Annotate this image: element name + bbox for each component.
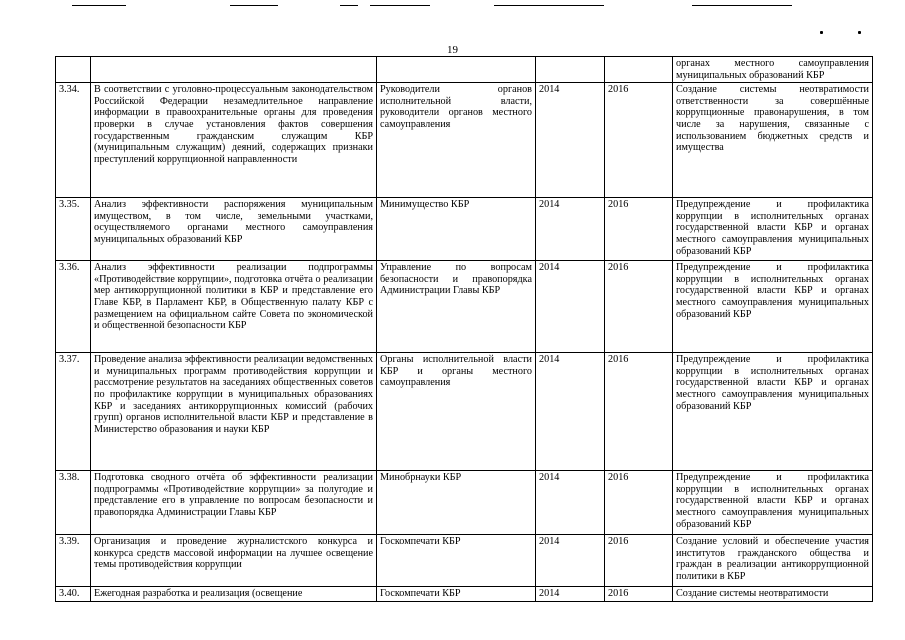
cell-num: 3.39. [56,535,91,587]
cell-start: 2014 [536,83,605,198]
scan-speck [820,31,823,34]
cell-action: Анализ эффективности реализации подпрограммы «Противодействие коррупции», подготовка отчёта о реализации мер антикоррупционной политики в КБР и представление его Главе КБР, в Парламент КБР, в Общественную палату КБР с размещением на официальном сайте Совета по экономической и общественной безопасности КБР [91,261,377,353]
header-rule-1 [72,5,126,6]
cell-result: Предупреждение и профилактика коррупции в исполнительных органах государственной власти КБР и органах местного самоуправления муниципальных образований КБР [673,261,873,353]
cell-result: Предупреждение и профилактика коррупции в исполнительных органах государственной власти КБР и органах местного самоуправления муниципальных образований КБР [673,198,873,261]
cell-end: 2016 [605,471,673,535]
cell-start: 2014 [536,471,605,535]
header-rule-4 [370,5,430,6]
cell-action: Подготовка сводного отчёта об эффективности реализации подпрограммы «Противодействие коррупции» за полугодие и представление его в управление по вопросам безопасности и правопорядка Администрации Главы КБР [91,471,377,535]
measures-table [55,56,873,602]
cell-result: Создание условий и обеспечение участия институтов гражданского общества и граждан в реализации антикоррупционной политики в КБР [673,535,873,587]
cell-executor: Органы исполнительной власти КБР и органы местного самоуправления [377,353,536,471]
table-row [56,261,873,353]
cell-action [91,57,377,83]
cell-result: Создание системы неотвратимости [673,587,873,602]
cell-end: 2016 [605,261,673,353]
cell-start: 2014 [536,261,605,353]
cell-end: 2016 [605,83,673,198]
cell-executor: Госкомпечати КБР [377,535,536,587]
cell-end: 2016 [605,535,673,587]
cell-num: 3.35. [56,198,91,261]
cell-start [536,57,605,83]
table-row [56,198,873,261]
header-rule-5 [494,5,604,6]
cell-result: Предупреждение и профилактика коррупции в исполнительных органах государственной власти КБР и органах местного самоуправления муниципальных образований КБР [673,471,873,535]
table-row [56,535,873,587]
cell-end [605,57,673,83]
cell-executor: Госкомпечати КБР [377,587,536,602]
header-rule-2 [230,5,278,6]
cell-end: 2016 [605,198,673,261]
cell-executor: Минимущество КБР [377,198,536,261]
header-rule-6 [692,5,792,6]
cell-result: Создание системы неотвратимости ответственности за совершённые коррупционные правонарушения, в том числе за нарушения, связанные с использованием бюджетных средств и имущества [673,83,873,198]
cell-start: 2014 [536,587,605,602]
scan-speck [858,31,861,34]
table-row [56,353,873,471]
table-row [56,471,873,535]
cell-action: В соответствии с уголовно-процессуальным законодательством Российской Федерации незамедлительное направление информации в правоохранительные органы для проведения проверки в случае установления фактов совершения государственным гражданским служащим КБР (муниципальным служащим) деяний, содержащих признаки преступлений коррупционной направленности [91,83,377,198]
table-row [56,57,873,83]
table-row [56,587,873,602]
header-rule-3 [340,5,358,6]
cell-num: 3.40. [56,587,91,602]
cell-start: 2014 [536,198,605,261]
cell-end: 2016 [605,587,673,602]
cell-num: 3.38. [56,471,91,535]
cell-executor: Минобрнауки КБР [377,471,536,535]
cell-num: 3.34. [56,83,91,198]
cell-num: 3.37. [56,353,91,471]
cell-action: Проведение анализа эффективности реализации ведомственных и муниципальных программ противодействия коррупции и рассмотрение результатов на заседаниях общественных советов по профилактике коррупции в муниципальных образованиях КБР и заседаниях антикоррупционных комиссий (рабочих групп) органов исполнительной власти КБР и представление в Министерство образования и науки КБР [91,353,377,471]
cell-start: 2014 [536,353,605,471]
cell-result: органах местного самоуправления муниципальных образований КБР [673,57,873,83]
cell-num: 3.36. [56,261,91,353]
cell-action: Анализ эффективности распоряжения муниципальным имуществом, в том числе, земельными участками, осуществляемого органами местного самоуправления муниципальных образований КБР [91,198,377,261]
cell-end: 2016 [605,353,673,471]
table-row [56,83,873,198]
cell-num [56,57,91,83]
cell-action: Ежегодная разработка и реализация (освещение [91,587,377,602]
cell-executor [377,57,536,83]
cell-executor: Управление по вопросам безопасности и правопорядка Администрации Главы КБР [377,261,536,353]
cell-start: 2014 [536,535,605,587]
cell-result: Предупреждение и профилактика коррупции в исполнительных органах государственной власти КБР и органах местного самоуправления муниципальных образований КБР [673,353,873,471]
cell-action: Организация и проведение журналистского конкурса и конкурса средств массовой информации на лучшее освещение темы противодействия коррупции [91,535,377,587]
cell-executor: Руководители органов исполнительной власти, руководители органов местного самоуправления [377,83,536,198]
page-number: 19 [447,44,458,56]
